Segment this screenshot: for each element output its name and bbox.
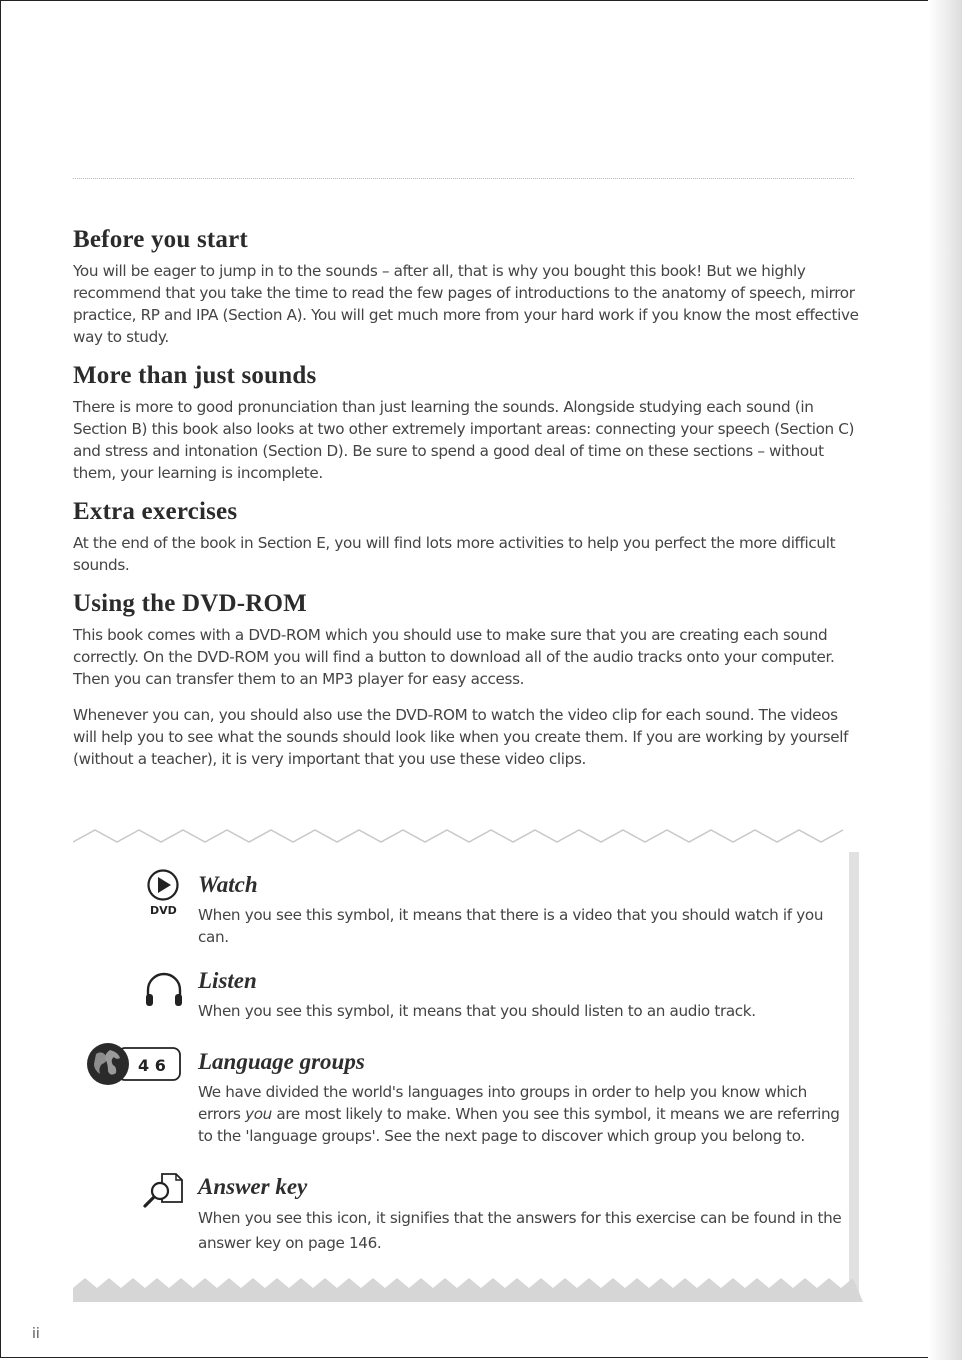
- zigzag-top-edge: [73, 826, 853, 850]
- section-before-you-start: [73, 226, 863, 348]
- key-title: Answer key: [198, 1174, 308, 1199]
- intro-content: [73, 226, 863, 784]
- key-box-shadow: [849, 852, 859, 1302]
- page-number: ii: [32, 1326, 40, 1342]
- key-description: When you see this symbol, it means that you should listen to an audio track.: [198, 1002, 756, 1020]
- headphones-icon: [142, 970, 186, 1010]
- key-item-watch: [198, 872, 848, 948]
- section-paragraph: At the end of the book in Section E, you will find lots more activities to help you perfect the more difficult sounds.: [73, 534, 836, 574]
- section-paragraph: You will be eager to jump in to the sounds – after all, that is why you bought this book! But we highly recommend that you take the time to read the few pages of introductions to the anatomy of speech, mirror practice, RP and IPA (Section A). You will get much more from your hard work if you know the most effective way to study.: [73, 262, 859, 346]
- key-item-listen: [198, 968, 848, 1022]
- language-group-number: 4 6: [138, 1056, 166, 1075]
- section-paragraph: This book comes with a DVD-ROM which you should use to make sure that you are creating each sound correctly. On the DVD-ROM you will find a button to download all of the audio tracks onto your computer. Then you can transfer them to an MP3 player for easy access.: [73, 626, 835, 688]
- key-item-answer-key: [198, 1174, 848, 1256]
- section-heading: Before you start: [73, 226, 248, 253]
- key-title: Watch: [198, 872, 258, 897]
- dvd-label: DVD: [150, 904, 177, 917]
- magnifier-icon: [140, 1170, 186, 1210]
- globe-icon: [84, 1042, 184, 1088]
- key-description-emphasis: you: [245, 1105, 272, 1123]
- section-using-the-dvd-rom: [73, 590, 863, 770]
- top-dotted-rule: [73, 178, 854, 179]
- key-description-part: We have divided the world's languages into groups in order to help you know which errors: [198, 1083, 807, 1123]
- section-extra-exercises: [73, 498, 863, 576]
- key-description: When you see this symbol, it means that there is a video that you should watch if you can.: [198, 906, 824, 946]
- key-title: Language groups: [198, 1049, 365, 1074]
- play-icon: [146, 868, 182, 904]
- section-paragraph: There is more to good pronunciation than just learning the sounds. Alongside studying each sound (in Section B) this book also looks at two other extremely important areas: connecting your speech (Section C) and stress and intonation (Section D). Be sure to spend a good deal of time on these sections – without them, your learning is incomplete.: [73, 398, 855, 482]
- key-item-language-groups: [198, 1049, 848, 1147]
- section-paragraph: Whenever you can, you should also use the DVD-ROM to watch the video clip for each sound. The videos will help you to see what the sounds should look like when you create them. If you are working by yourself (without a teacher), it is very important that you use these video clips.: [73, 706, 849, 768]
- page-gutter-shadow: [928, 0, 962, 1360]
- key-title: Listen: [198, 968, 257, 993]
- key-description-part: are most likely to make. When you see this symbol, it means we are referring to the 'language groups'. See the next page to discover which group you belong to.: [198, 1105, 840, 1145]
- key-description: [198, 1081, 848, 1147]
- section-more-than-just-sounds: [73, 362, 863, 484]
- section-heading: Using the DVD-ROM: [73, 590, 307, 617]
- section-heading: More than just sounds: [73, 362, 317, 389]
- zigzag-bottom-edge: [73, 1272, 863, 1302]
- key-description: When you see this icon, it signifies that the answers for this exercise can be found in the answer key on page 146.: [198, 1209, 842, 1252]
- section-heading: Extra exercises: [73, 498, 238, 525]
